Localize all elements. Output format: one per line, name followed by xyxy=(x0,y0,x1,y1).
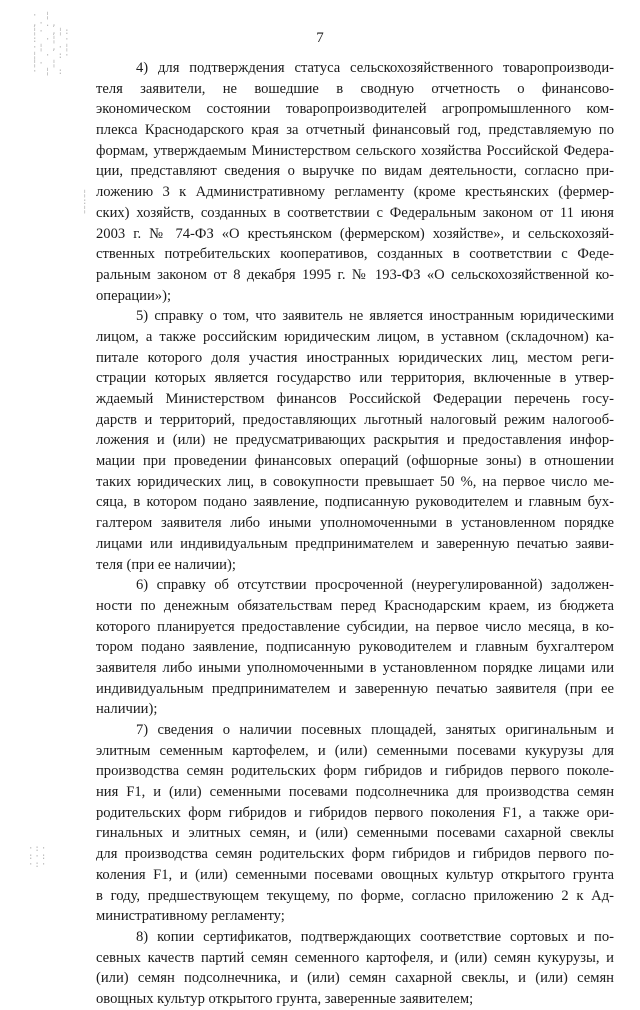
text-line: экономическом состоянии товаропроизводителей агропромышленного ком- xyxy=(96,101,614,118)
scan-artifact-left-margin: ¦ : ¦ xyxy=(82,189,89,215)
text-line: ждаемый Министерством финансов Российской Федерации перечень госу- xyxy=(96,391,614,407)
text-line: ственных потребительских кооперативов, созданных в соответствии с Феде- xyxy=(96,246,614,263)
text-line: наличии); xyxy=(96,701,158,718)
text-line: элитным семенным картофелем, и (или) семенными посевами кукурузы для xyxy=(96,742,614,759)
text-line: плекса Краснодарского края за отчетный финансовый год, представляемую по xyxy=(96,122,614,139)
document-body xyxy=(96,58,614,1010)
text-line: ности по денежным обязательствам перед Краснодарским краем, из бюджета xyxy=(96,597,614,614)
text-line: севных качеств партий семян семенного картофеля, и (или) семян кукурузы, и xyxy=(96,949,614,966)
scan-artifact-bottom-left: ·:· :·: ·:· xyxy=(28,844,48,870)
text-line: 7) сведения о наличии посевных площадей, занятых оригинальным и xyxy=(136,722,614,738)
page-number: 7 xyxy=(316,30,324,46)
text-line: таких юридических лиц, в совокупности превышает 50 %, на первое число ме- xyxy=(96,473,614,490)
text-line: производства семян родительских форм гибридов и гибридов первого поколе- xyxy=(96,763,614,780)
text-line: галтером заявителя либо иными уполномоченными в установленном порядке xyxy=(96,515,614,532)
text-line: дарств и территорий, предоставляющих льготный налоговый режим налогооб- xyxy=(96,411,614,428)
text-line: лицом, а также российским юридическим лицом, в уставном (складочном) ка- xyxy=(96,328,614,345)
text-line: питале которого доля участия иностранных юридических лиц, местом реги- xyxy=(96,349,614,366)
text-line: ложению 3 к Административному регламенту (кроме крестьянских (фермер- xyxy=(96,184,614,201)
text-line: министративному регламенту; xyxy=(96,908,285,925)
text-line: гинальных и элитных семян, и (или) семенными посевами сахарной свеклы xyxy=(96,825,614,842)
text-line: индивидуальным предпринимателем и заверенную печатью заявителя (при ее xyxy=(96,680,614,697)
text-line: теля заявители, не вошедшие в сводную отчетность о финансово- xyxy=(96,80,614,97)
text-line: ских) хозяйств, созданных в соответствии с Федеральным законом от 11 июня xyxy=(96,204,614,221)
text-line: лицами или индивидуальным предпринимателем и заверенную печатью заяви- xyxy=(96,535,614,552)
text-line: для производства семян родительских форм гибридов и гибридов первого по- xyxy=(96,846,614,863)
text-line: родительских форм гибридов и гибридов первого поколения F1, а также ори- xyxy=(96,804,614,821)
text-line: 4) для подтверждения статуса сельскохозяйственного товаропроизводи- xyxy=(136,60,614,76)
text-line: мации при проведении финансовых операций (офшорные зоны) в отношении xyxy=(96,453,614,470)
text-line: теля (при ее наличии); xyxy=(96,556,236,573)
text-line: овощных культур открытого грунта, заверенные заявителем; xyxy=(96,990,474,1007)
text-line: 2003 г. № 74-ФЗ «О крестьянском (фермерском) хозяйстве», и сельскохозяй- xyxy=(96,225,614,242)
text-line: формам, утверждаемым Министерством сельского хозяйства Российской Федера- xyxy=(96,142,614,159)
text-line: ложения и (или) не предусматривающих раскрытия и предоставления инфор- xyxy=(96,432,614,449)
text-line: 8) копии сертификатов, подтверждающих соответствие сортовых и по- xyxy=(136,928,614,945)
text-line: (или) семян подсолнечника, и (или) семян сахарной свеклы, и (или) семян xyxy=(96,970,614,987)
text-line: заявителя либо иными уполномоченными в установленном порядке лицами или xyxy=(96,659,614,676)
text-line: страции которых является государство или территория, включенные в утвер- xyxy=(96,370,614,387)
text-line: ральным законом от 8 декабря 1995 г. № 193-ФЗ «О сельскохозяйственной ко- xyxy=(96,266,614,283)
text-line: коления F1, и (или) семенными посевами овощных культур открытого грунта xyxy=(96,866,614,883)
text-line: ния F1, и (или) семенными посевами подсолнечника для производства семян xyxy=(96,784,614,801)
text-line: сяца, в котором подано заявление, подписанную руководителем и главным бух- xyxy=(96,494,614,511)
text-line: в году, предшествующем текущему, по форме, согласно приложению 2 к Ад- xyxy=(96,887,614,904)
text-line: 6) справку об отсутствии просроченной (неурегулированной) задолжен- xyxy=(136,577,614,594)
text-line: операции»); xyxy=(96,287,171,304)
scan-artifact-top-left: · ¦ ,·., ¦· ,¦: : ·¦ · ·¦ ,·¦ ¦ · :· ¦· ¦ · ¦ : xyxy=(32,11,71,77)
text-line: которого планируется предоставление субсидии, на первое число месяца, в ко- xyxy=(96,618,614,635)
text-line: 5) справку о том, что заявитель не является иностранным юридическими xyxy=(136,308,614,325)
text-line: тором подано заявление, подписанную руководителем и главным бухгалтером xyxy=(96,639,614,656)
text-line: ции, представляют сведения о выручке по видам деятельности, согласно при- xyxy=(96,163,614,180)
